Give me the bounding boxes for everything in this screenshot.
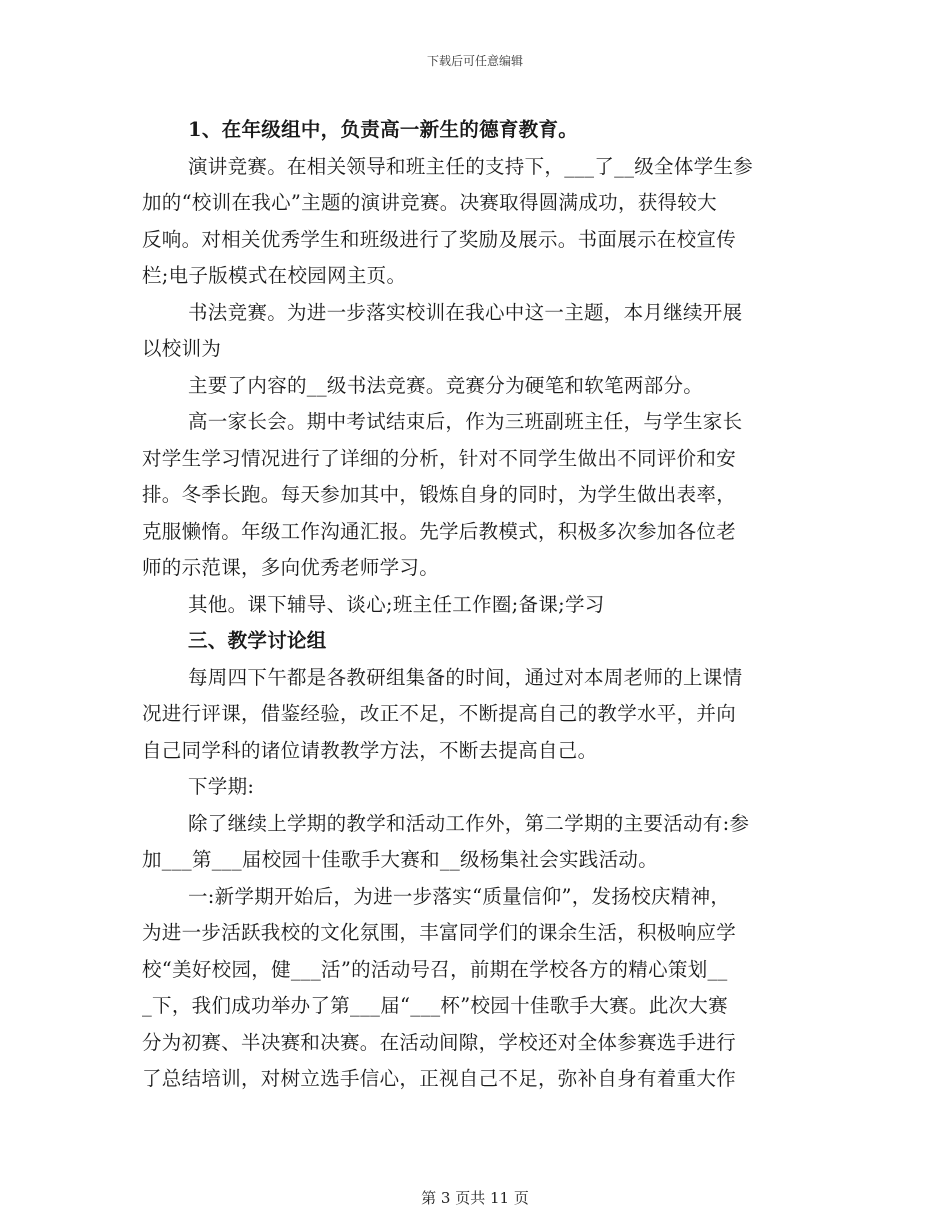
text-line: 排。冬季长跑。每天参加其中，锻炼自身的同时，为学生做出表率， [142,483,737,506]
text-line: 书法竞赛。为进一步落实校训在我心中这一主题，本月继续开展 [188,300,743,324]
text-line: 况进行评课，借鉴经验，改正不足，不断提高自己的教学水平，并向 [142,702,737,725]
section-heading: 1、在年级组中，负责高一新生的德育教育。 [188,118,579,141]
page-header: 下载后可任意编辑 [426,54,523,68]
text-line: 栏;电子版模式在校园网主页。 [142,264,407,287]
text-line: 对学生学习情况进行了详细的分析，针对不同学生做出不同评价和安 [142,446,737,470]
text-line: 分为初赛、半决赛和决赛。在活动间隙，学校还对全体参赛选手进行 [142,1030,737,1054]
text-line: 高一家长会。期中考试结束后，作为三班副班主任，与学生家长 [188,410,743,433]
section-heading: 三、教学讨论组 [188,629,327,652]
page-footer: 第 3 页共 11 页 [421,1189,529,1207]
text-line: 其他。课下辅导、谈心;班主任工作圈;备课;学习 [188,592,605,616]
text-line: 除了继续上学期的教学和活动工作外，第二学期的主要活动有:参 [188,811,750,835]
text-line: 以校训为 [142,337,222,360]
text-line: 师的示范课，多向优秀老师学习。 [142,556,440,579]
text-line: 自己同学科的诸位请教教学方法，不断去提高自己。 [142,738,598,762]
text-line: 一:新学期开始后，为进一步落实“质量信仰”，发扬校庆精神， [188,884,731,908]
text-line: _下，我们成功举办了第___届“___杯”校园十佳歌手大赛。此次大赛 [142,994,728,1017]
text-line: 校“美好校园，健___活”的活动号召，前期在学校各方的精心策划__ [142,957,728,981]
text-line: 下学期: [188,775,255,798]
text-line: 克服懒惰。年级工作沟通汇报。先学后教模式，积极多次参加各位老 [142,519,737,543]
text-line: 每周四下午都是各教研组集备的时间，通过对本周老师的上课情 [188,665,743,689]
text-line: 为进一步活跃我校的文化氛围，丰富同学们的课余生活，积极响应学 [142,921,737,944]
text-line: 演讲竞赛。在相关领导和班主任的支持下，___了__级全体学生参 [188,154,754,178]
text-line: 了总结培训，对树立选手信心，正视自己不足，弥补自身有着重大作 [142,1067,737,1090]
text-line: 主要了内容的__级书法竞赛。竞赛分为硬笔和软笔两部分。 [188,373,704,397]
text-line: 加___第___届校园十佳歌手大赛和__级杨集社会实践活动。 [142,848,658,871]
document-body [142,112,812,1098]
text-line: 加的“校训在我心”主题的演讲竞赛。决赛取得圆满成功，获得较大 [142,191,717,214]
text-line: 反响。对相关优秀学生和班级进行了奖励及展示。书面展示在校宣传 [142,227,737,251]
